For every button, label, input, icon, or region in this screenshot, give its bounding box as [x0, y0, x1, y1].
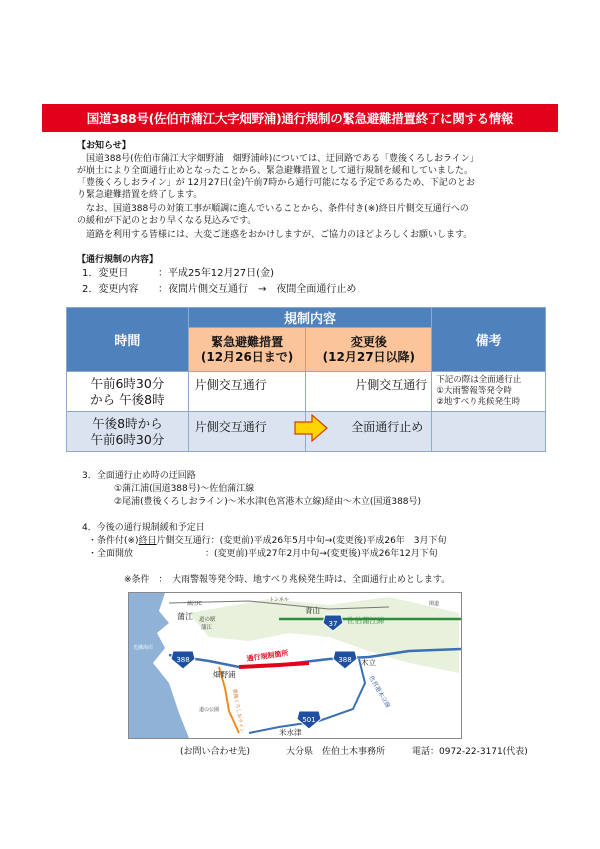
map-label-tunnel: トンネル	[269, 597, 289, 603]
header-emergency	[188, 328, 306, 372]
row1-note-line: ②地すべり兆候発生時	[436, 397, 521, 407]
map-label-michinoeki-2: 蒲江	[201, 625, 213, 631]
notice-line: の緩和が下記のとおり早くなる見込みです。	[77, 216, 257, 226]
map-label-hatanoura: 畑野浦	[213, 670, 236, 679]
detour-route-1: ①蒲江浦(国道388号)～佐伯蒲江線	[114, 484, 255, 494]
map-label-regulation-point: 通行規制箇所	[246, 649, 289, 663]
page-title: 国道388号(佐伯市蒲江大字畑野浦)通行規制の緊急避難措置終了に関する情報	[42, 104, 558, 132]
route-map	[128, 592, 462, 739]
row1-note-line: ①大雨警報等発令時	[436, 386, 512, 396]
header-after-title: 変更後	[350, 334, 387, 349]
schedule-line-1-rest: 片側交互通行：(変更前)平成26年5月中旬→(変更後)平成26年 3月下旬	[156, 536, 447, 546]
notice-line: 国道388号(佐伯市蒲江大字畑野浦 畑野浦峠)については、迂回路である「豊後くろしおライン」	[77, 154, 479, 164]
header-emergency-title: 緊急避難措置	[211, 334, 284, 349]
schedule-line-2: ・全面開放 ：(変更前)平成27年2月中旬→(変更後)平成26年12月下旬	[88, 549, 438, 559]
row2-time-to: 午前6時30分	[90, 431, 165, 447]
row2-before-text: 片側交互通行	[194, 420, 267, 434]
notice-heading: 【お知らせ】	[77, 141, 131, 151]
row2-after: 全面通行止め	[306, 412, 432, 452]
route-388-label-east: 388	[338, 656, 352, 664]
header-emergency-period: (12月26日まで)	[200, 349, 294, 364]
header-regulation: 規制内容	[188, 308, 431, 328]
map-label-kamae-ic: 蒲江IC	[187, 601, 202, 607]
contact-label: (お問い合わせ先)	[180, 747, 251, 757]
notice-line: 道路を利用する皆様には、大変ご迷惑をおかけしますが、ご協力のほどよろしくお願いします。	[77, 230, 473, 240]
map-label-michinoeki: 道の駅	[199, 617, 216, 623]
row2-time-from: 午後8時から	[92, 415, 163, 431]
header-time: 時間	[67, 308, 189, 372]
contact-phone: 電話：0972-22-3171(代表)	[412, 747, 528, 757]
change-date-value: ：平成25年12月27日(金)	[158, 268, 274, 279]
regulation-heading: 【通行規制の内容】	[77, 255, 159, 265]
route-37-label: 37	[328, 620, 338, 628]
map-label-aoyama: 青山	[305, 606, 320, 615]
row1-time-to: から 午後8時	[90, 391, 165, 407]
map-label-kouen: 光隣海岸	[133, 645, 154, 651]
detour-route-2: ②尾浦(豊後くろしおライン)～米水津(色宮港木立線)経由～木立(国道388号)	[114, 497, 422, 507]
condition-note: ※条件 ： 大雨警報等発令時、地すべり兆候発生時は、全面通行止めとします。	[124, 575, 451, 585]
row1-after: 片側交互通行	[306, 372, 432, 412]
row1-time-from: 午前6時30分	[90, 375, 165, 391]
notice-line: なお、国道388号の対策工事が順調に進んでいることから、条件付き(※)終日片側交互通行への	[77, 204, 469, 214]
row1-note-line: 下記の際は全面通行止	[436, 375, 522, 385]
row1-time	[67, 372, 189, 412]
schedule-line-1-prefix: ・条件付(※)	[88, 536, 139, 546]
header-note: 備考	[432, 308, 546, 372]
row1-before: 片側交互通行	[188, 372, 306, 412]
notice-line: が崩土により全面通行止めとなったことから、緊急避難措置として通行規制を緩和していました。	[77, 166, 474, 176]
arrow-right-icon	[294, 414, 328, 442]
map-label-yonozu: 米水津	[279, 728, 302, 737]
change-content-value: ：夜間片側交互通行 → 夜間全面通行止め	[158, 284, 357, 295]
map-label-kamae: 蒲江	[177, 612, 193, 621]
change-content-label: 2．変更内容	[82, 284, 139, 295]
row2-time	[67, 412, 189, 452]
schedule-line-1-allday: 終日	[138, 536, 157, 546]
map-label-kitachi: 木立	[361, 658, 376, 667]
map-label-saiki-kamae-line: 佐伯蒲江線	[347, 616, 385, 625]
map-graphic	[129, 593, 461, 738]
change-date-label: 1．変更日	[82, 268, 129, 279]
map-label-misaki: 道の公園	[199, 707, 220, 713]
map-label-kuroshio: 豊後くろしおライン	[231, 688, 245, 734]
header-after	[306, 328, 432, 372]
row2-note	[432, 412, 546, 452]
schedule-line-1	[88, 535, 447, 547]
route-501-label: 501	[302, 716, 316, 724]
route-388-label-west: 388	[176, 656, 190, 664]
row2-before	[188, 412, 306, 452]
detour-heading: 3．全面通行止め時の迂回路	[82, 471, 196, 481]
schedule-heading: 4．今後の通行規制緩和予定日	[82, 523, 205, 533]
notice-line: り緊急避難措置を終了します。	[77, 190, 203, 200]
map-label-irominato: 色宮港木立線	[367, 674, 392, 710]
row1-note	[432, 372, 546, 412]
contact-office: 大分県 佐伯土木事務所	[286, 747, 386, 757]
map-label-sekidou: 関道	[429, 601, 440, 607]
notice-line: 「豊後くろしおライン」が 12月27日(金)午前7時から通行可能になる予定であるため、下記のとお	[77, 178, 475, 188]
header-after-period: (12月27日以降)	[322, 349, 416, 364]
